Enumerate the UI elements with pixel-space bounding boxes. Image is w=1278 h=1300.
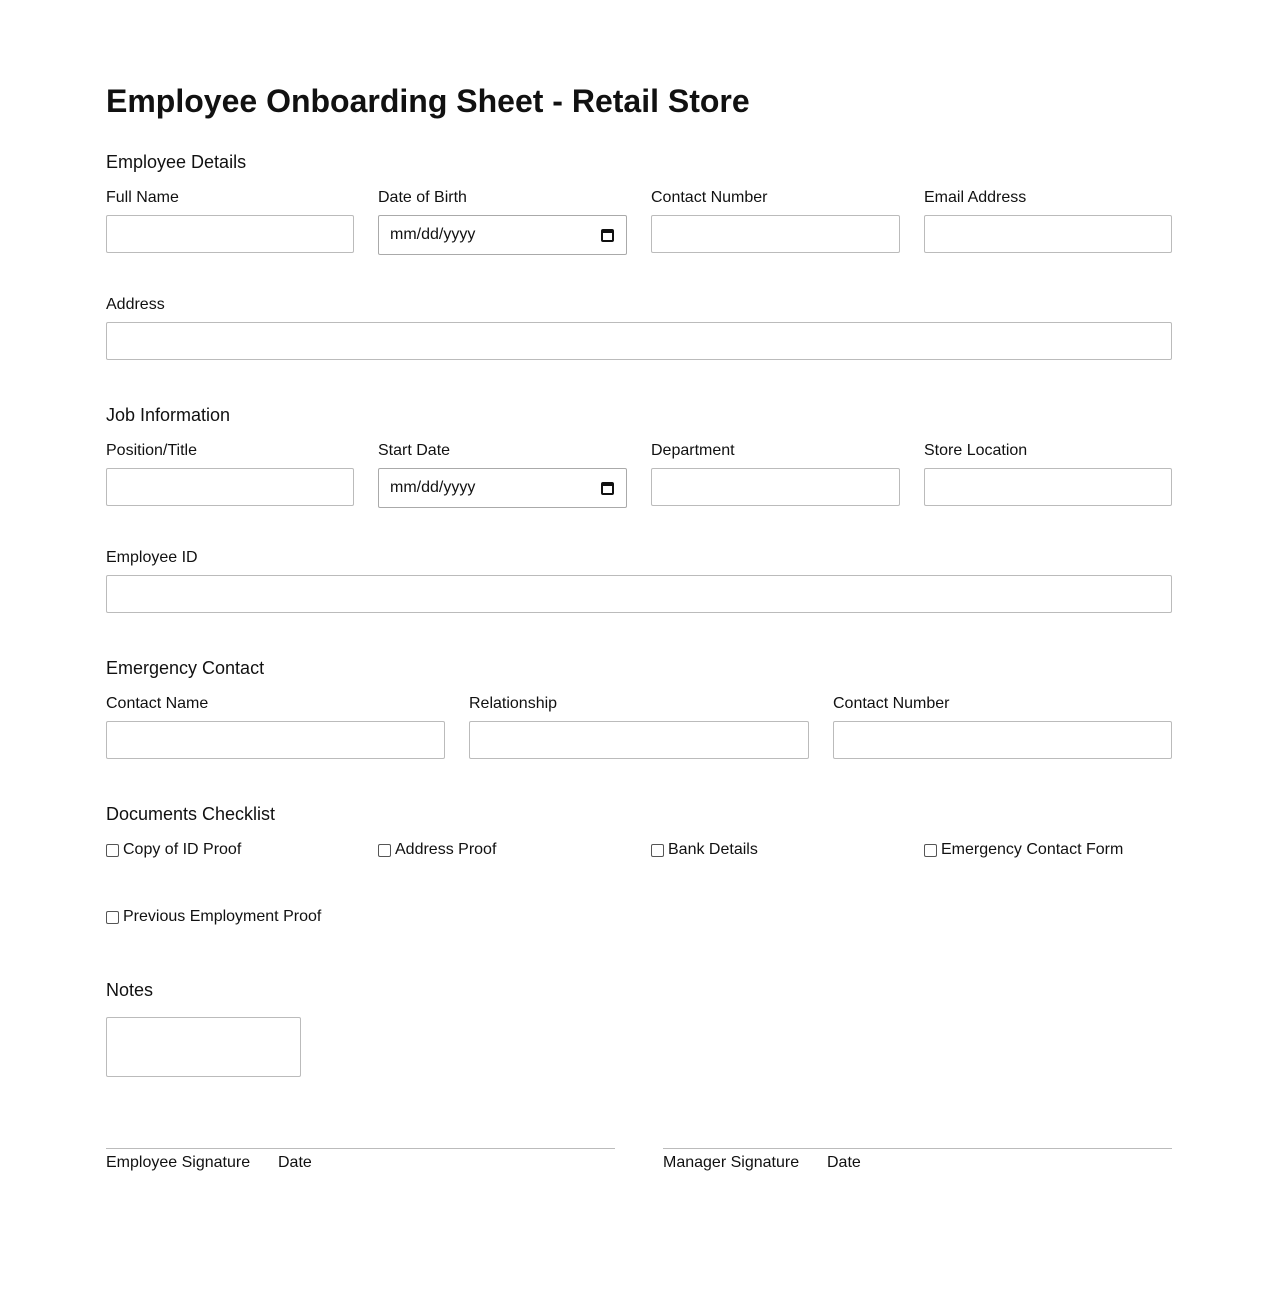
checkbox-emergency-contact-form[interactable] <box>924 841 1123 859</box>
department-label: Department <box>651 442 735 459</box>
dob-label: Date of Birth <box>378 189 467 206</box>
contact-number-label: Contact Number <box>651 189 768 206</box>
address-label: Address <box>106 296 165 313</box>
employee-signature-label: Employee Signature <box>106 1154 251 1171</box>
full-name-label: Full Name <box>106 189 179 206</box>
checkbox[interactable] <box>106 911 119 924</box>
dob-placeholder: mm/dd/yyyy <box>390 226 476 243</box>
checkbox[interactable] <box>651 844 664 857</box>
emergency-name-input[interactable] <box>106 721 445 759</box>
calendar-icon[interactable] <box>601 229 614 242</box>
section-job-information: Job Information <box>106 405 231 425</box>
checkbox-previous-employment[interactable] <box>106 908 321 926</box>
start-date-label: Start Date <box>378 442 451 459</box>
start-date-placeholder: mm/dd/yyyy <box>390 479 476 496</box>
employee-id-input[interactable] <box>106 575 1172 613</box>
address-input[interactable] <box>106 322 1172 360</box>
employee-signature-line <box>106 1148 615 1149</box>
manager-date-label: Date <box>827 1154 861 1171</box>
relationship-label: Relationship <box>469 695 558 712</box>
checkbox[interactable] <box>378 844 391 857</box>
email-label: Email Address <box>924 189 1027 206</box>
position-input[interactable] <box>106 468 354 506</box>
employee-id-label: Employee ID <box>106 549 198 566</box>
store-location-label: Store Location <box>924 442 1028 459</box>
section-documents-checklist: Documents Checklist <box>106 804 276 824</box>
emergency-name-label: Contact Name <box>106 695 209 712</box>
checkbox[interactable] <box>106 844 119 857</box>
manager-signature-line <box>663 1148 1172 1149</box>
section-employee-details: Employee Details <box>106 152 247 172</box>
checkbox-label: Emergency Contact Form <box>941 841 1124 858</box>
store-location-input[interactable] <box>924 468 1172 506</box>
checkbox-id-proof[interactable] <box>106 841 241 859</box>
full-name-input[interactable] <box>106 215 354 253</box>
notes-textarea[interactable] <box>106 1017 301 1077</box>
position-label: Position/Title <box>106 442 197 459</box>
dob-input[interactable] <box>378 215 627 255</box>
checkbox-label: Copy of ID Proof <box>123 841 242 858</box>
email-input[interactable] <box>924 215 1172 253</box>
emergency-contact-label: Contact Number <box>833 695 950 712</box>
section-emergency-contact: Emergency Contact <box>106 658 265 678</box>
checkbox-label: Bank Details <box>668 841 758 858</box>
calendar-icon[interactable] <box>601 482 614 495</box>
department-input[interactable] <box>651 468 900 506</box>
manager-signature-label: Manager Signature <box>663 1154 800 1171</box>
emergency-contact-input[interactable] <box>833 721 1172 759</box>
checkbox-label: Address Proof <box>395 841 497 858</box>
page-title: Employee Onboarding Sheet - Retail Store <box>106 83 750 119</box>
checkbox-bank-details[interactable] <box>651 841 758 859</box>
checkbox-label: Previous Employment Proof <box>123 908 322 925</box>
start-date-input[interactable] <box>378 468 627 508</box>
employee-date-label: Date <box>278 1154 312 1171</box>
section-notes: Notes <box>106 980 154 1000</box>
contact-number-input[interactable] <box>651 215 900 253</box>
checkbox-address-proof[interactable] <box>378 841 496 859</box>
checkbox[interactable] <box>924 844 937 857</box>
relationship-input[interactable] <box>469 721 809 759</box>
